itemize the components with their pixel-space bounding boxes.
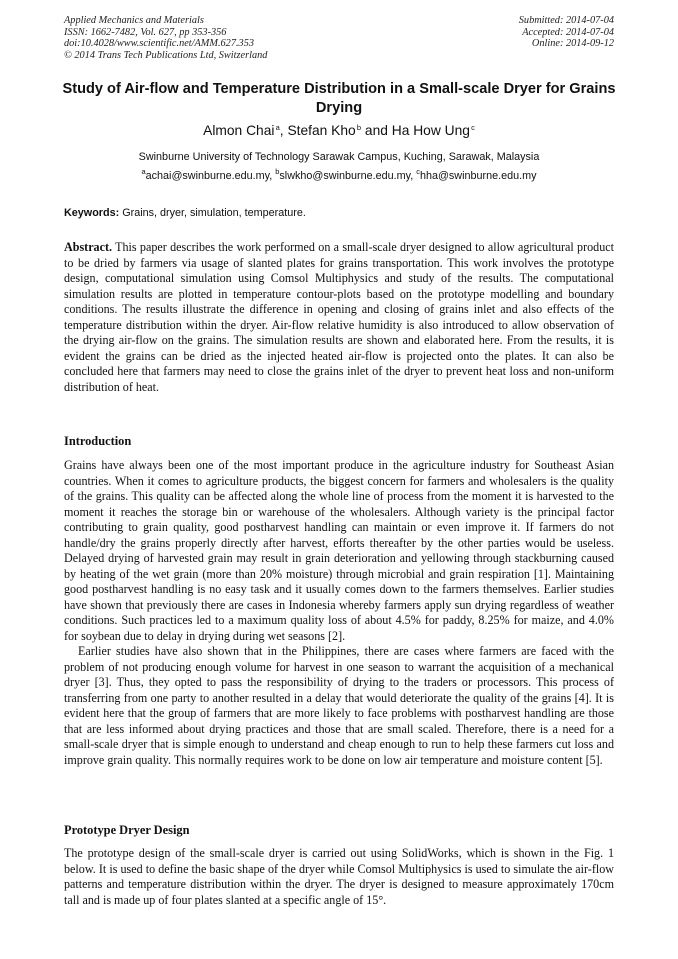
prototype-heading: Prototype Dryer Design [64, 823, 190, 837]
prototype-body [64, 846, 614, 908]
author-1: Almon Chai [203, 123, 275, 138]
abstract-text: This paper describes the work performed on a small-scale dryer designed to allow agricultural product to be dried by farmers via usage of slanted plates for grains transportation. This work involves the prototype design, computational simulation using Comsol Multiphysics and study of the results. The computational simulation results are plotted in temperature contour-plots based on the prototype modelling and boundary conditions. The results illustrate the difference in opening and closing of grains inlet and also effects of the temperature distribution within the dryer. Air-flow relative humidity is also introduced to allow observation of the drying air-flow on the grains. The simulation results are shown and elaborated here. From the results, it is evident the grains can be dried as the injected heated air-flow is projected onto the plates. It can also be concluded here that farmers may need to close the grains inlet of the dryer to prevent heat loss and non-uniform distribution of heat. [64, 240, 615, 394]
introduction-paragraph-2: Earlier studies have also shown that in the Philippines, there are cases where farmers are faced with the problem of not producing enough volume for harvest in one season to warrant the acquisition of a mechanical dryer [3]. Thus, they opted to pass the responsibility of drying to the traders or processors. This process of transferring from one party to another resulted in a delay that would deteriorate the quality of the grains [4]. It is evident here that the group of farmers that are more likely to face problems with postharvest handling are those that are less informed about drying practices and those that are small scaled. Therefore, there is a need for a small-scale dryer that is simple enough to understand and cheap enough to run to help these farmers cut loss and improve grain quality. This normally requires work to be done on low air temperature and moisture content [5]. [64, 644, 614, 767]
author-2: Stefan Kho [287, 123, 356, 138]
email-c[interactable]: hha@swinburne.edu.my [419, 170, 537, 182]
doi: doi:10.4028/www.scientific.net/AMM.627.353 [64, 38, 254, 50]
introduction-paragraph-1: Grains have always been one of the most important produce in the agriculture industry for Southeast Asian countries. When it comes to agriculture products, the biggest concern for farmers and wholesalers is the quality of the grains. This quality can be affected along the whole line of process from the moment it is harvested to the moment it reaches the storage bin or warehouse of the wholesalers. Although variety is the principal factor contributing to grain quality, good postharvest handling can maintain or even improve it. If farmers do not handle/dry the grains properly directly after harvest, efforts thereafter by the other parties would be useless. Delayed drying of harvested grain may result in grain deterioration and yellowing through stackburning caused by heating of the wet grain (more than 20% moisture) through microbial and grain respiration [1]. Maintaining good postharvest handling is no easy task and it usually comes down to the farmers themselves. Earlier studies have shown that previously there are cases in Indonesia whereby farmers apply sun drying regardless of weather conditions. Such practices led to a maximum quality loss of about 4.5% for paddy, 8.25% for maize, and 4.0% for soybean due to delay in drying during wet seasons [2]. [64, 458, 614, 643]
email-b[interactable]: slwkho@swinburne.edu.my [279, 170, 411, 182]
author-separator: , [279, 123, 288, 138]
author-1-mark: a [275, 123, 280, 132]
author-separator: and [361, 123, 392, 138]
keywords-text: Grains, dryer, simulation, temperature. [122, 207, 306, 219]
accepted-date: Accepted: 2014-07-04 [522, 26, 614, 38]
issn-volume: ISSN: 1662-7482, Vol. 627, pp 353-356 [64, 26, 227, 38]
keywords-label: Keywords: [64, 207, 120, 219]
journal-name: Applied Mechanics and Materials [64, 15, 204, 26]
paper-title: Study of Air-flow and Temperature Distribution in a Small-scale Dryer for Grains Drying [62, 81, 616, 116]
author-3: Ha How Ung [391, 123, 470, 138]
email-list [64, 169, 614, 183]
copyright: © 2014 Trans Tech Publications Ltd, Switzerland [64, 49, 268, 61]
email-separator: , [410, 170, 417, 182]
submitted-date: Submitted: 2014-07-04 [518, 15, 614, 26]
affiliation: Swinburne University of Technology Sarawak Campus, Kuching, Sarawak, Malaysia [138, 151, 540, 163]
author-list [64, 122, 614, 140]
keywords [64, 206, 614, 220]
author-3-mark: c [471, 123, 475, 132]
journal-header [64, 15, 267, 61]
email-c-mark: c [416, 167, 420, 176]
email-a[interactable]: achai@swinburne.edu.my [145, 170, 270, 182]
email-b-mark: b [275, 167, 280, 176]
email-a-mark: a [141, 167, 146, 176]
introduction-heading: Introduction [64, 434, 132, 448]
prototype-paragraph-1: The prototype design of the small-scale dryer is carried out using SolidWorks, which is shown in the Fig. 1 below. It is used to define the basic shape of the dryer while Comsol Multiphysics is used to simulate the air-flow patterns and temperature distribution within the dryer. The dryer is designed to measure approximately 170cm tall and is made up of four plates slanted at a specific angle of 15°. [64, 846, 614, 907]
introduction-body [64, 458, 614, 768]
abstract-label: Abstract. [64, 240, 113, 254]
abstract [64, 240, 614, 395]
author-2-mark: b [356, 123, 362, 132]
dates-header [519, 15, 614, 50]
online-date: Online: 2014-09-12 [531, 38, 614, 50]
email-separator: , [269, 170, 276, 182]
